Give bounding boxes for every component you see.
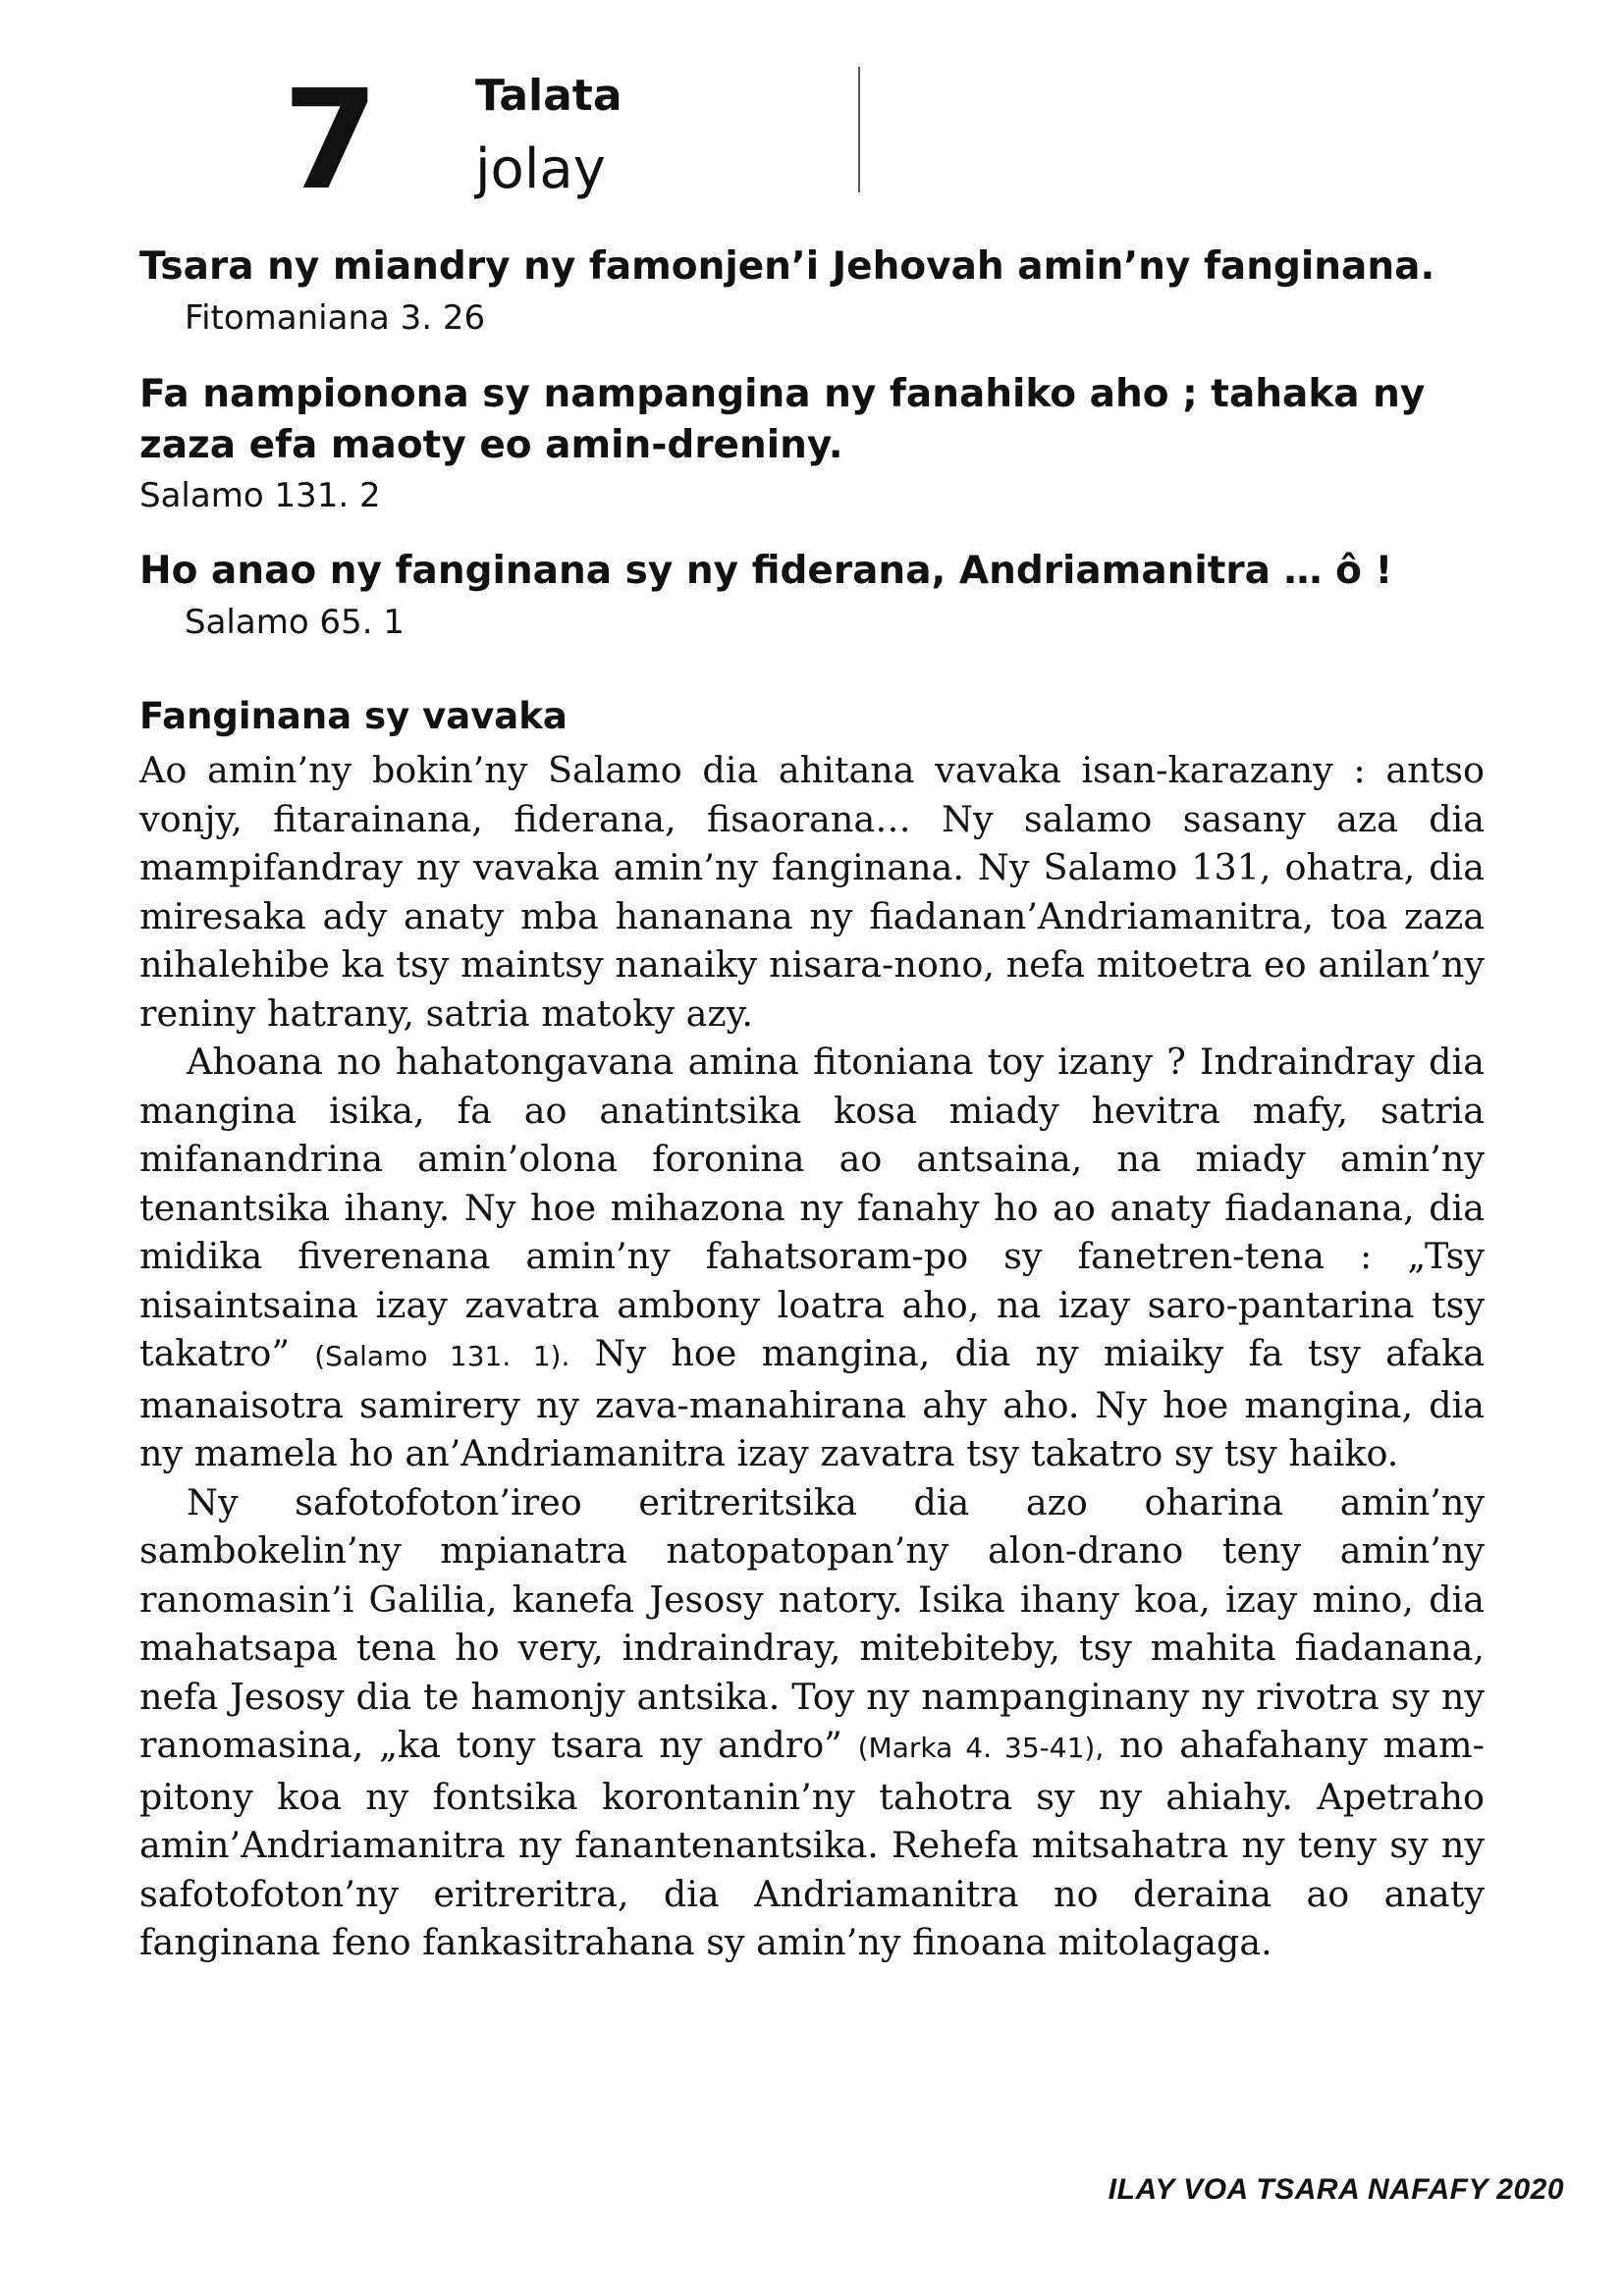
publication-footer: ILAY VOA TSARA NAFAFY 2020 bbox=[1108, 2173, 1564, 2206]
bible-reference: (Salamo 131. 1). bbox=[314, 1340, 570, 1372]
verse-text: Tsara ny miandry ny famonjen’i Jehovah amin’ny fanginana. bbox=[139, 244, 1435, 289]
month-label: jolay bbox=[475, 137, 606, 201]
devotion-title: Fanginana sy vavaka bbox=[139, 695, 568, 737]
paragraph-2 bbox=[139, 1038, 1485, 1478]
header-divider bbox=[858, 67, 860, 192]
paragraph-3 bbox=[139, 1478, 1485, 1967]
paragraph-text: Ahoana no hahatongavana amina fitoniana toy izany ? Indraindray dia mangina isika, fa ao anatintsika kosa miady hevitra mafy, satria mifanandrina amin’olona foronina ao antsaina, na miady amin’ny tenantsika ihany. Ny hoe mihazona ny fanahy ho ao anaty fiadanana, dia midika fiverenana amin’ny fahatsoram-po sy fanetren-tena : „Tsy nisaintsaina izay zavatra ambony loatra aho, na izay saro-pantarina tsy takatro” bbox=[139, 1041, 1485, 1374]
date-header bbox=[277, 57, 866, 221]
paragraph-text: Ny safotofoton’ireo eritreritsika dia azo oharina amin’ny sambokelin’ny mpianatra natopatopan’ny alon-drano teny amin’ny ranomasin’i Galilia, kanefa Jesosy natory. Isika ihany koa, izay mino, dia mahatsapa tena ho very, indraindray, mitebiteby, tsy mahita fiadanana, nefa Jesosy dia te hamonjy antsika. Toy ny nampanginany ny rivotra sy ny ranomasina, „ka tony tsara ny andro” bbox=[139, 1480, 1485, 1766]
verse-text: Fa nampionona sy nampangina ny fanahiko aho ; tahaka ny zaza efa maoty eo amin-dreniny. bbox=[139, 372, 1426, 467]
verse-1 bbox=[139, 241, 1485, 344]
verse-reference: Salamo 131. 2 bbox=[139, 476, 381, 515]
bible-reference: (Marka 4. 35-41), bbox=[857, 1732, 1105, 1764]
verse-3 bbox=[139, 546, 1485, 648]
paragraph-text: Ny hoe mangina, dia ny miaiky fa tsy afaka manaisotra samirery ny zava-manahirana ahy aho. Ny hoe mangina, dia ny mamela ho an’Andriamanitra izay zavatra tsy takatro sy tsy haiko. bbox=[139, 1332, 1486, 1474]
verse-text: Ho anao ny fanginana sy ny fiderana, Andriamanitra … ô ! bbox=[139, 549, 1393, 593]
verse-reference: Salamo 65. 1 bbox=[185, 603, 405, 642]
paragraph-text: no ahafahany mampitony koa ny fontsika korontanin’ny tahotra sy ny ahiahy. Apetraho amin’Andriamanitra ny fanantenantsika. Rehefa mitsahatra ny teny sy ny safotofoton’ny eritreritra, dia Andriamanitra no deraina ao anaty fanginana feno fankasitrahana sy amin’ny finoana mitolagaga. bbox=[139, 1724, 1485, 1963]
verse-list bbox=[139, 241, 1485, 673]
devotion-body bbox=[139, 746, 1485, 1967]
day-number: 7 bbox=[283, 61, 375, 221]
paragraph-1: Ao amin’ny bokin’ny Salamo dia ahitana vavaka isan-karazany : antso vonjy, fitarainana, fiderana, fisaorana… Ny salamo sasany aza dia mampifandray ny vavaka amin’ny fanginana. Ny Salamo 131, ohatra, dia miresaka ady anaty mba hananana ny fiadanan’Andriamanitra, toa zaza nihalehibe ka tsy maintsy nanaiky nisara-nono, nefa mitoetra eo anilan’ny reniny hatrany, satria matoky azy. bbox=[139, 749, 1485, 1035]
devotion-section bbox=[139, 691, 1485, 1967]
weekday-label: Talata bbox=[475, 71, 622, 121]
verse-reference: Fitomaniana 3. 26 bbox=[185, 298, 486, 338]
verse-2 bbox=[139, 369, 1485, 520]
